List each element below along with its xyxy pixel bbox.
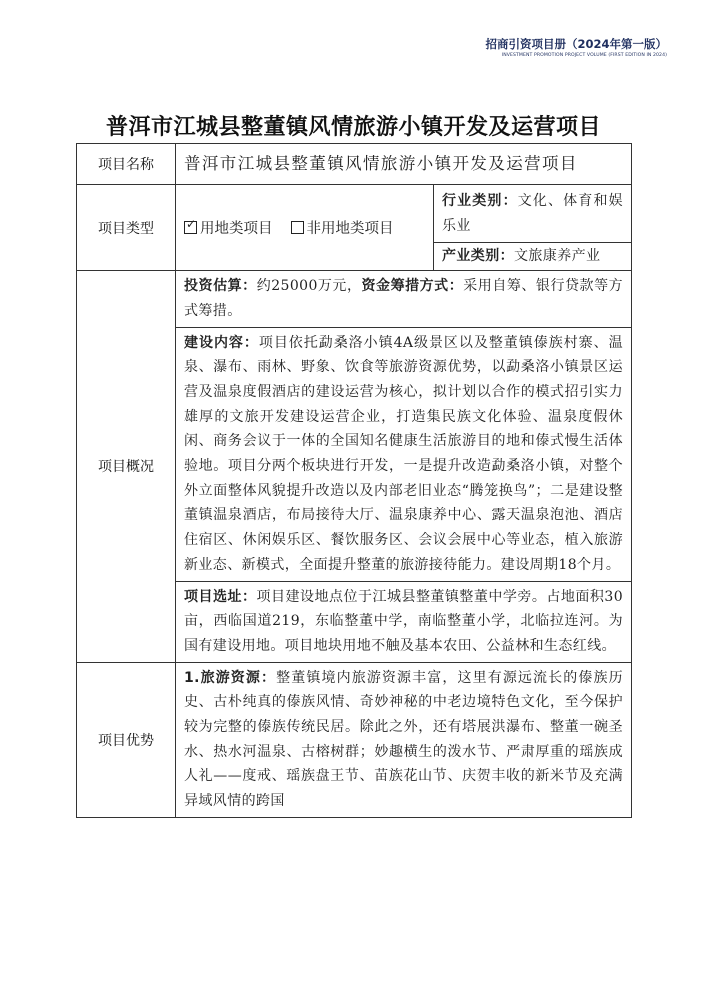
project-table bbox=[76, 143, 632, 818]
overview-row bbox=[77, 271, 632, 663]
sector-value: 文旅康养产业 bbox=[514, 248, 601, 265]
checkbox-checked-icon: ✓ bbox=[184, 221, 197, 234]
site-label: 项目选址： bbox=[184, 588, 257, 605]
nonland-project-checkbox[interactable] bbox=[291, 217, 394, 238]
project-name-label: 项目名称 bbox=[77, 144, 176, 185]
document-title: 普洱市江城县整董镇风情旅游小镇开发及运营项目 bbox=[105, 114, 601, 140]
construction-label: 建设内容： bbox=[184, 334, 259, 351]
brand-title: 招商引资项目册（2024年第一版） bbox=[485, 37, 667, 51]
advantages-label: 项目优势 bbox=[77, 662, 176, 817]
project-type-options bbox=[176, 185, 434, 271]
construction-text: 项目依托勐桑洛小镇4A级景区以及整董镇傣族村寨、温泉、瀑布、雨林、野象、饮食等旅游资源优势，以勐桑洛小镇景区运营及温泉度假酒店的建设运营为核心，拟计划以合作的模式招引实力雄厚的文旅开发建设运营企业，打造集民族文化体验、温泉度假休闲、商务会议于一体的全国知名健康生活旅游目的地和傣式慢生活体验地。项目分两个板块进行开发，一是提升改造勐桑洛小镇，对整个外立面整体风貌提升改造以及内部老旧业态“腾笼换鸟”；二是建设整董镇温泉酒店，布局接待大厅、温泉康养中心、露天温泉泡池、酒店住宿区、休闲娱乐区、餐饮服务区、会议会展中心等业态，植入旅游新业态、新模式，全面提升整董的旅游接待能力。建设周期18个月。 bbox=[184, 334, 623, 573]
checkbox-empty-icon bbox=[291, 221, 304, 234]
resource-text: 整董镇境内旅游资源丰富，这里有源远流长的傣族历史、古朴纯真的傣族风情、奇妙神秘的中老边境特色文化，至今保护较为完整的傣族传统民居。除此之外，还有塔展洪瀑布、整董一碗圣水、热水河温泉、古榕树群；妙趣横生的泼水节、严肃厚重的瑶族成人礼——度戒、瑶族盘王节、苗族花山节、庆贺丰收的新米节及充满异域风情的跨国 bbox=[184, 669, 624, 810]
sector-label: 产业类别： bbox=[442, 248, 514, 265]
brand-subtitle: INVESTMENT PROMOTION PROJECT VOLUME (FIRST EDITION IN 2024) bbox=[501, 53, 667, 58]
site-text: 项目建设地点位于江城县整董镇整董中学旁。占地面积30亩，西临国道219，东临整董中学，南临整董小学，北临拉连河。为国有建设用地。项目地块用地不触及基本农田、公益林和生态红线。 bbox=[184, 588, 623, 654]
industry-label: 行业类别： bbox=[442, 193, 518, 209]
project-name-row bbox=[77, 144, 632, 185]
resource-label: 1.旅游资源： bbox=[184, 669, 277, 686]
project-type-label: 项目类型 bbox=[77, 185, 176, 271]
site-paragraph bbox=[176, 581, 631, 662]
funding-value: 采用自筹、银行贷款等方式筹措。 bbox=[184, 278, 623, 319]
investment-label: 投资估算： bbox=[184, 278, 257, 295]
overview-content bbox=[176, 271, 632, 663]
investment-value: 约25000万元， bbox=[256, 278, 362, 295]
overview-label: 项目概况 bbox=[77, 271, 176, 663]
sector-cell bbox=[434, 243, 632, 271]
advantages-row bbox=[77, 662, 632, 817]
funding-label: 资金筹措方式： bbox=[361, 278, 464, 295]
land-project-label: 用地类项目 bbox=[200, 221, 273, 238]
investment-paragraph bbox=[176, 271, 631, 326]
project-name-value: 普洱市江城县整董镇风情旅游小镇开发及运营项目 bbox=[184, 154, 578, 173]
brand-header bbox=[485, 36, 667, 58]
resource-paragraph bbox=[176, 663, 631, 817]
project-name-cell bbox=[176, 144, 632, 185]
advantages-content bbox=[176, 662, 632, 817]
land-project-checkbox[interactable] bbox=[184, 217, 273, 238]
nonland-project-label: 非用地类项目 bbox=[306, 221, 394, 238]
industry-value: 文化、体育和娱乐业 bbox=[442, 193, 623, 234]
industry-cell bbox=[434, 185, 632, 243]
construction-paragraph bbox=[176, 327, 631, 581]
project-type-row bbox=[77, 185, 632, 243]
